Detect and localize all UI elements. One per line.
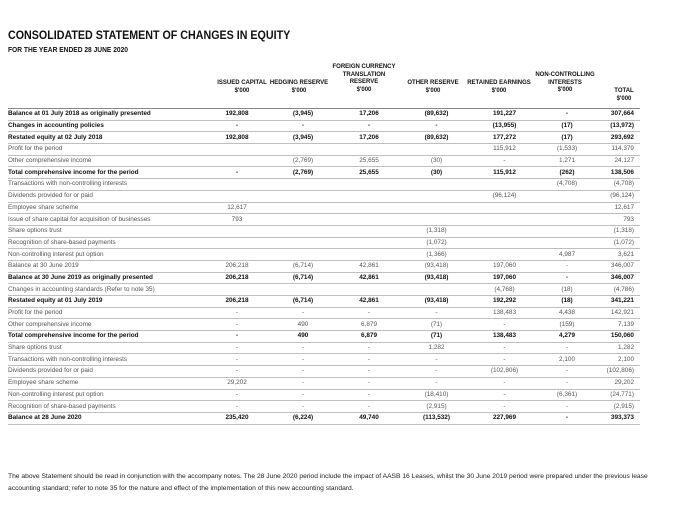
row-label: Recognition of share-based payments bbox=[8, 237, 204, 249]
table-cell bbox=[204, 237, 270, 249]
table-cell: 3,621 bbox=[596, 249, 640, 261]
table-cell: (89,632) bbox=[402, 132, 471, 144]
table-cell: 2,100 bbox=[596, 354, 640, 366]
table-cell: 346,007 bbox=[596, 272, 640, 284]
column-header bbox=[268, 80, 330, 95]
table-cell: (13,955) bbox=[471, 120, 538, 132]
table-cell: (2,769) bbox=[270, 155, 336, 167]
footnote: The above Statement should be read in conjunction with the accompany notes. The 28 June 2020 period include the impact of AASB 16 Leases, whilst the 30 June 2019 period were prepared under the previous lease accounting standard; refer to note 35 for the nature and effect of the implementation of this new accounting standard. bbox=[8, 473, 648, 493]
table-cell: 29,202 bbox=[204, 377, 270, 389]
table-cell bbox=[402, 284, 471, 296]
table-cell: 4,279 bbox=[538, 331, 596, 343]
row-label: Other comprehensive income bbox=[8, 155, 204, 167]
table-cell: 206,218 bbox=[204, 260, 270, 272]
table-cell bbox=[270, 190, 336, 202]
table-cell: - bbox=[270, 354, 336, 366]
table-cell: 7,139 bbox=[596, 319, 640, 331]
column-header-label: RETAINED EARNINGS bbox=[467, 80, 531, 86]
table-row bbox=[8, 272, 640, 284]
row-label: Profit for the period bbox=[8, 307, 204, 319]
table-cell: 17,206 bbox=[336, 109, 402, 121]
table-cell: 206,218 bbox=[204, 272, 270, 284]
table-cell bbox=[538, 202, 596, 214]
table-cell: 114,379 bbox=[596, 144, 640, 156]
table-cell: 138,483 bbox=[471, 331, 538, 343]
table-cell bbox=[402, 144, 471, 156]
table-cell bbox=[336, 202, 402, 214]
table-row bbox=[8, 354, 640, 366]
table-cell: - bbox=[538, 260, 596, 272]
table-cell bbox=[336, 225, 402, 237]
table-cell: - bbox=[471, 342, 538, 354]
statement-subtitle: FOR THE YEAR ENDED 28 JUNE 2020 bbox=[8, 47, 128, 54]
table-cell bbox=[538, 225, 596, 237]
table-cell bbox=[204, 144, 270, 156]
table-cell: 346,007 bbox=[596, 260, 640, 272]
column-header bbox=[400, 80, 466, 95]
table-cell: (4,768) bbox=[471, 284, 538, 296]
table-row bbox=[8, 249, 640, 261]
table-cell: - bbox=[336, 366, 402, 378]
table-cell: - bbox=[402, 354, 471, 366]
row-label: Changes in accounting policies bbox=[8, 120, 204, 132]
table-cell: 177,272 bbox=[471, 132, 538, 144]
table-cell: 490 bbox=[270, 331, 336, 343]
table-cell: 4,987 bbox=[538, 249, 596, 261]
table-cell bbox=[204, 179, 270, 191]
table-cell: 206,218 bbox=[204, 296, 270, 308]
table-cell: 42,861 bbox=[336, 260, 402, 272]
table-cell bbox=[270, 284, 336, 296]
table-cell: 4,438 bbox=[538, 307, 596, 319]
table-cell: 138,483 bbox=[471, 307, 538, 319]
table-cell: 17,206 bbox=[336, 132, 402, 144]
equity-table bbox=[8, 108, 640, 425]
table-cell: (3,945) bbox=[270, 109, 336, 121]
column-header-unit: $'000 bbox=[234, 87, 250, 94]
table-cell bbox=[471, 179, 538, 191]
table-cell: - bbox=[538, 412, 596, 424]
table-cell: (96,124) bbox=[471, 190, 538, 202]
table-cell: - bbox=[336, 354, 402, 366]
table-cell: (6,224) bbox=[270, 412, 336, 424]
table-cell: - bbox=[471, 377, 538, 389]
table-row bbox=[8, 331, 640, 343]
table-cell: 1,282 bbox=[402, 342, 471, 354]
table-cell: 12,617 bbox=[204, 202, 270, 214]
table-cell: (93,418) bbox=[402, 260, 471, 272]
table-cell: (17) bbox=[538, 132, 596, 144]
table-row bbox=[8, 144, 640, 156]
table-cell: - bbox=[270, 389, 336, 401]
table-cell: 793 bbox=[596, 214, 640, 226]
table-cell: (71) bbox=[402, 319, 471, 331]
table-cell: 6,879 bbox=[336, 331, 402, 343]
table-cell: (102,806) bbox=[471, 366, 538, 378]
column-header bbox=[330, 64, 398, 94]
table-cell bbox=[336, 214, 402, 226]
column-header-unit: $'000 bbox=[291, 87, 307, 94]
table-cell: - bbox=[538, 109, 596, 121]
table-cell: - bbox=[471, 354, 538, 366]
table-cell: - bbox=[336, 120, 402, 132]
row-label: Transactions with non-controlling interests bbox=[8, 354, 204, 366]
table-cell: - bbox=[270, 366, 336, 378]
table-cell bbox=[471, 249, 538, 261]
table-cell: (1,072) bbox=[402, 237, 471, 249]
table-cell: (4,708) bbox=[596, 179, 640, 191]
table-cell bbox=[471, 214, 538, 226]
table-cell: - bbox=[204, 389, 270, 401]
table-cell: (96,124) bbox=[596, 190, 640, 202]
table-cell: 1,271 bbox=[538, 155, 596, 167]
table-cell: 192,808 bbox=[204, 132, 270, 144]
table-cell bbox=[538, 190, 596, 202]
row-label: Employee share scheme bbox=[8, 202, 204, 214]
column-header bbox=[596, 88, 652, 103]
table-cell: - bbox=[204, 401, 270, 413]
table-cell bbox=[204, 190, 270, 202]
table-cell: - bbox=[204, 307, 270, 319]
table-cell: (1,072) bbox=[596, 237, 640, 249]
table-cell: (6,714) bbox=[270, 260, 336, 272]
table-cell: - bbox=[204, 331, 270, 343]
column-header-unit: $'000 bbox=[557, 87, 573, 94]
table-cell: - bbox=[204, 342, 270, 354]
table-cell: 42,861 bbox=[336, 296, 402, 308]
table-cell: (13,972) bbox=[596, 120, 640, 132]
row-label: Share options trust bbox=[8, 225, 204, 237]
table-cell bbox=[336, 237, 402, 249]
table-cell bbox=[336, 249, 402, 261]
table-row bbox=[8, 214, 640, 226]
table-cell: 49,740 bbox=[336, 412, 402, 424]
row-label: Balance at 01 July 2018 as originally presented bbox=[8, 109, 204, 121]
row-label: Total comprehensive income for the period bbox=[8, 331, 204, 343]
row-label: Non-controlling interest put option bbox=[8, 249, 204, 261]
table-cell: (3,945) bbox=[270, 132, 336, 144]
table-cell: (6,361) bbox=[538, 389, 596, 401]
column-header-label: NON-CONTROLLING INTERESTS bbox=[535, 72, 595, 86]
table-cell bbox=[270, 179, 336, 191]
row-label: Total comprehensive income for the period bbox=[8, 167, 204, 179]
table-cell: 42,861 bbox=[336, 272, 402, 284]
table-cell: (93,418) bbox=[402, 272, 471, 284]
table-cell: - bbox=[538, 342, 596, 354]
table-cell: - bbox=[270, 377, 336, 389]
table-cell: 197,060 bbox=[471, 260, 538, 272]
row-label: Share options trust bbox=[8, 342, 204, 354]
table-row bbox=[8, 366, 640, 378]
table-cell: (2,915) bbox=[402, 401, 471, 413]
table-cell bbox=[204, 155, 270, 167]
table-cell: (2,769) bbox=[270, 167, 336, 179]
row-label: Restated equity at 02 July 2018 bbox=[8, 132, 204, 144]
table-cell bbox=[270, 249, 336, 261]
table-row bbox=[8, 260, 640, 272]
statement-title: CONSOLIDATED STATEMENT OF CHANGES IN EQUITY bbox=[8, 30, 291, 42]
column-header bbox=[214, 80, 270, 95]
table-row bbox=[8, 412, 640, 424]
table-cell: 293,692 bbox=[596, 132, 640, 144]
table-cell: - bbox=[538, 272, 596, 284]
row-label: Profit for the period bbox=[8, 144, 204, 156]
table-row bbox=[8, 342, 640, 354]
table-row bbox=[8, 120, 640, 132]
column-header bbox=[530, 72, 600, 95]
table-cell bbox=[336, 190, 402, 202]
table-cell: - bbox=[204, 167, 270, 179]
table-cell: - bbox=[270, 307, 336, 319]
column-header-label: ISSUED CAPITAL bbox=[217, 80, 267, 86]
column-header bbox=[464, 80, 534, 95]
table-cell bbox=[402, 179, 471, 191]
table-row bbox=[8, 179, 640, 191]
table-cell bbox=[538, 237, 596, 249]
table-cell: 1,282 bbox=[596, 342, 640, 354]
table-cell: - bbox=[538, 401, 596, 413]
table-cell: - bbox=[204, 319, 270, 331]
table-cell: (93,418) bbox=[402, 296, 471, 308]
table-cell bbox=[270, 144, 336, 156]
table-cell bbox=[336, 284, 402, 296]
table-cell: 490 bbox=[270, 319, 336, 331]
column-header-unit: $'000 bbox=[616, 95, 632, 102]
table-cell bbox=[402, 202, 471, 214]
table-cell: (89,632) bbox=[402, 109, 471, 121]
table-cell bbox=[270, 202, 336, 214]
table-cell: (18) bbox=[538, 296, 596, 308]
table-cell: (30) bbox=[402, 155, 471, 167]
table-cell: (24,771) bbox=[596, 389, 640, 401]
table-cell: - bbox=[471, 389, 538, 401]
table-cell: - bbox=[471, 319, 538, 331]
row-label: Non-controlling interest put option bbox=[8, 389, 204, 401]
table-cell: 191,227 bbox=[471, 109, 538, 121]
table-cell: - bbox=[402, 366, 471, 378]
table-cell: (6,714) bbox=[270, 296, 336, 308]
table-cell: - bbox=[204, 354, 270, 366]
table-cell: - bbox=[336, 342, 402, 354]
row-label: Issue of share capital for acquisition of businesses bbox=[8, 214, 204, 226]
table-cell bbox=[471, 202, 538, 214]
table-cell bbox=[270, 237, 336, 249]
table-cell: 115,912 bbox=[471, 144, 538, 156]
column-header-label: HEDGING RESERVE bbox=[269, 80, 329, 86]
table-cell bbox=[402, 190, 471, 202]
table-cell: (30) bbox=[402, 167, 471, 179]
table-cell: - bbox=[471, 155, 538, 167]
table-cell: 192,292 bbox=[471, 296, 538, 308]
table-cell: - bbox=[336, 377, 402, 389]
column-header-label: FOREIGN CURRENCY TRANSLATION RESERVE bbox=[332, 64, 396, 86]
table-cell: - bbox=[471, 401, 538, 413]
table-cell: - bbox=[204, 366, 270, 378]
table-cell: - bbox=[402, 120, 471, 132]
table-row bbox=[8, 284, 640, 296]
table-cell: - bbox=[538, 366, 596, 378]
table-cell: (1,366) bbox=[402, 249, 471, 261]
table-cell: (102,806) bbox=[596, 366, 640, 378]
table-cell: 341,221 bbox=[596, 296, 640, 308]
table-cell: 25,655 bbox=[336, 155, 402, 167]
table-cell: - bbox=[336, 307, 402, 319]
column-header-label: TOTAL bbox=[614, 88, 634, 94]
table-cell: (1,533) bbox=[538, 144, 596, 156]
table-row bbox=[8, 296, 640, 308]
row-label: Dividends provided for or paid bbox=[8, 190, 204, 202]
table-cell bbox=[270, 214, 336, 226]
table-row bbox=[8, 167, 640, 179]
table-cell: (262) bbox=[538, 167, 596, 179]
table-cell: (159) bbox=[538, 319, 596, 331]
column-header-label: OTHER RESERVE bbox=[407, 80, 459, 86]
table-row bbox=[8, 401, 640, 413]
table-cell: (71) bbox=[402, 331, 471, 343]
table-cell: - bbox=[402, 307, 471, 319]
table-cell: 6,879 bbox=[336, 319, 402, 331]
table-cell: 142,921 bbox=[596, 307, 640, 319]
table-row bbox=[8, 132, 640, 144]
row-label: Other comprehensive income bbox=[8, 319, 204, 331]
table-row bbox=[8, 190, 640, 202]
row-label: Recognition of share-based payments bbox=[8, 401, 204, 413]
table-cell: (1,318) bbox=[596, 225, 640, 237]
table-row bbox=[8, 109, 640, 121]
table-row bbox=[8, 319, 640, 331]
table-cell bbox=[471, 237, 538, 249]
table-cell: 227,969 bbox=[471, 412, 538, 424]
table-cell bbox=[471, 225, 538, 237]
table-cell: - bbox=[204, 120, 270, 132]
table-cell bbox=[336, 144, 402, 156]
table-cell: 12,617 bbox=[596, 202, 640, 214]
table-cell: - bbox=[336, 401, 402, 413]
table-cell: (17) bbox=[538, 120, 596, 132]
table-cell: - bbox=[270, 120, 336, 132]
table-cell: 307,664 bbox=[596, 109, 640, 121]
table-cell: 793 bbox=[204, 214, 270, 226]
column-header-unit: $'000 bbox=[356, 86, 372, 93]
table-cell: (18,410) bbox=[402, 389, 471, 401]
row-label: Transactions with non-controlling interests bbox=[8, 179, 204, 191]
table-cell: 29,202 bbox=[596, 377, 640, 389]
table-cell: (4,708) bbox=[538, 179, 596, 191]
row-label: Restated equity at 01 July 2019 bbox=[8, 296, 204, 308]
row-label: Employee share scheme bbox=[8, 377, 204, 389]
table-cell: 197,060 bbox=[471, 272, 538, 284]
table-cell: (1,318) bbox=[402, 225, 471, 237]
table-cell: 2,100 bbox=[538, 354, 596, 366]
table-cell: (18) bbox=[538, 284, 596, 296]
table-cell bbox=[538, 214, 596, 226]
table-cell: - bbox=[538, 377, 596, 389]
row-label: Balance at 30 June 2019 bbox=[8, 260, 204, 272]
column-header-unit: $'000 bbox=[491, 87, 507, 94]
table-cell: - bbox=[402, 377, 471, 389]
table-cell: (2,915) bbox=[596, 401, 640, 413]
table-cell: 150,060 bbox=[596, 331, 640, 343]
table-row bbox=[8, 377, 640, 389]
table-cell: 393,373 bbox=[596, 412, 640, 424]
table-row bbox=[8, 307, 640, 319]
table-cell bbox=[204, 225, 270, 237]
table-cell bbox=[402, 214, 471, 226]
table-cell: (113,532) bbox=[402, 412, 471, 424]
table-row bbox=[8, 202, 640, 214]
table-cell: - bbox=[336, 389, 402, 401]
row-label: Balance at 28 June 2020 bbox=[8, 412, 204, 424]
table-cell: 192,808 bbox=[204, 109, 270, 121]
table-row bbox=[8, 237, 640, 249]
table-row bbox=[8, 155, 640, 167]
table-cell bbox=[270, 225, 336, 237]
table-cell: 25,655 bbox=[336, 167, 402, 179]
table-row bbox=[8, 389, 640, 401]
row-label: Changes in accounting standards (Refer to note 35) bbox=[8, 284, 204, 296]
table-cell: (6,714) bbox=[270, 272, 336, 284]
table-cell: - bbox=[270, 401, 336, 413]
table-cell: 138,506 bbox=[596, 167, 640, 179]
table-cell bbox=[204, 249, 270, 261]
table-cell: 115,912 bbox=[471, 167, 538, 179]
column-header-unit: $'000 bbox=[425, 87, 441, 94]
table-cell bbox=[204, 284, 270, 296]
table-cell: (4,786) bbox=[596, 284, 640, 296]
table-cell: 235,420 bbox=[204, 412, 270, 424]
row-label: Dividends provided for or paid bbox=[8, 366, 204, 378]
table-cell: 24,127 bbox=[596, 155, 640, 167]
table-cell: - bbox=[270, 342, 336, 354]
table-cell bbox=[336, 179, 402, 191]
row-label: Balance at 30 June 2019 as originally presented bbox=[8, 272, 204, 284]
table-row bbox=[8, 225, 640, 237]
